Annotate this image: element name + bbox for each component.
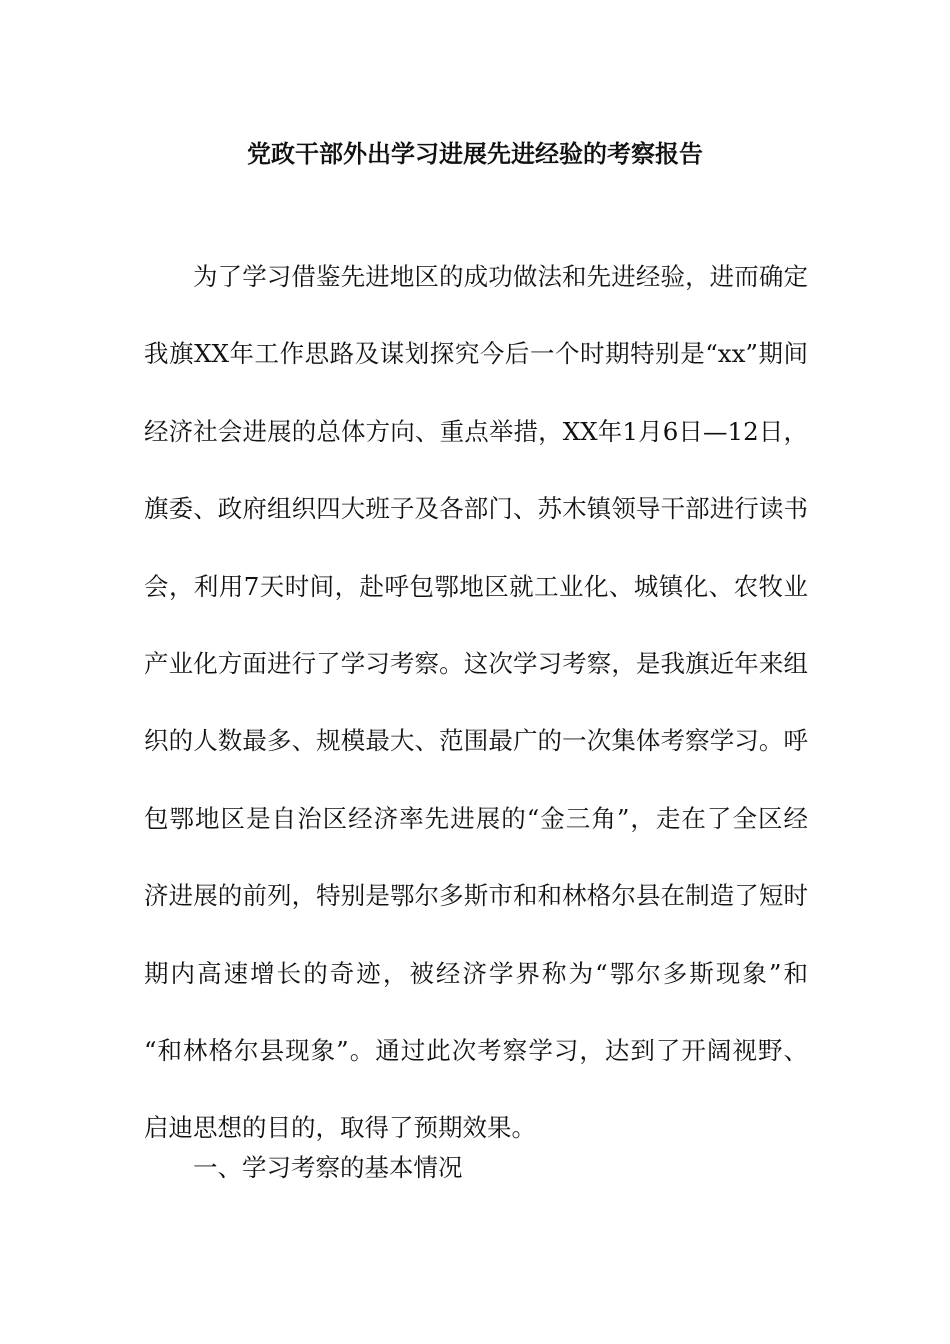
paragraph-line: 期内高速增长的奇迹，被经济学界称为“鄂尔多斯现象”和 bbox=[144, 958, 808, 988]
paragraph-line: 包鄂地区是自治区经济率先进展的“金三角”，走在了全区经 bbox=[144, 803, 808, 833]
paragraph-line: 启迪思想的目的，取得了预期效果。 bbox=[144, 1113, 536, 1143]
intro-paragraph bbox=[144, 254, 808, 1183]
paragraph-line: “和林格尔县现象”。通过此次考察学习，达到了开阔视野、 bbox=[144, 1035, 808, 1065]
paragraph-line: 会，利用7天时间，赴呼包鄂地区就工业化、城镇化、农牧业 bbox=[144, 571, 808, 601]
paragraph-line: 我旗XX年工作思路及谋划探究今后一个时期特别是“xx”期间 bbox=[144, 339, 808, 369]
paragraph-line: 经济社会进展的总体方向、重点举措，XX年1月6日—12日， bbox=[144, 416, 808, 446]
paragraph-line: 织的人数最多、规模最大、范围最广的一次集体考察学习。呼 bbox=[144, 726, 808, 756]
document-title: 党政干部外出学习进展先进经验的考察报告 bbox=[247, 139, 703, 168]
paragraph-line: 产业化方面进行了学习考察。这次学习考察，是我旗近年来组 bbox=[144, 648, 808, 678]
section-heading: 一、学习考察的基本情况 bbox=[193, 1153, 463, 1182]
paragraph-line: 济进展的前列，特别是鄂尔多斯市和和林格尔县在制造了短时 bbox=[144, 881, 808, 911]
paragraph-line: 旗委、政府组织四大班子及各部门、苏木镇领导干部进行读书 bbox=[144, 494, 808, 524]
paragraph-line: 为了学习借鉴先进地区的成功做法和先进经验，进而确定 bbox=[193, 262, 808, 291]
